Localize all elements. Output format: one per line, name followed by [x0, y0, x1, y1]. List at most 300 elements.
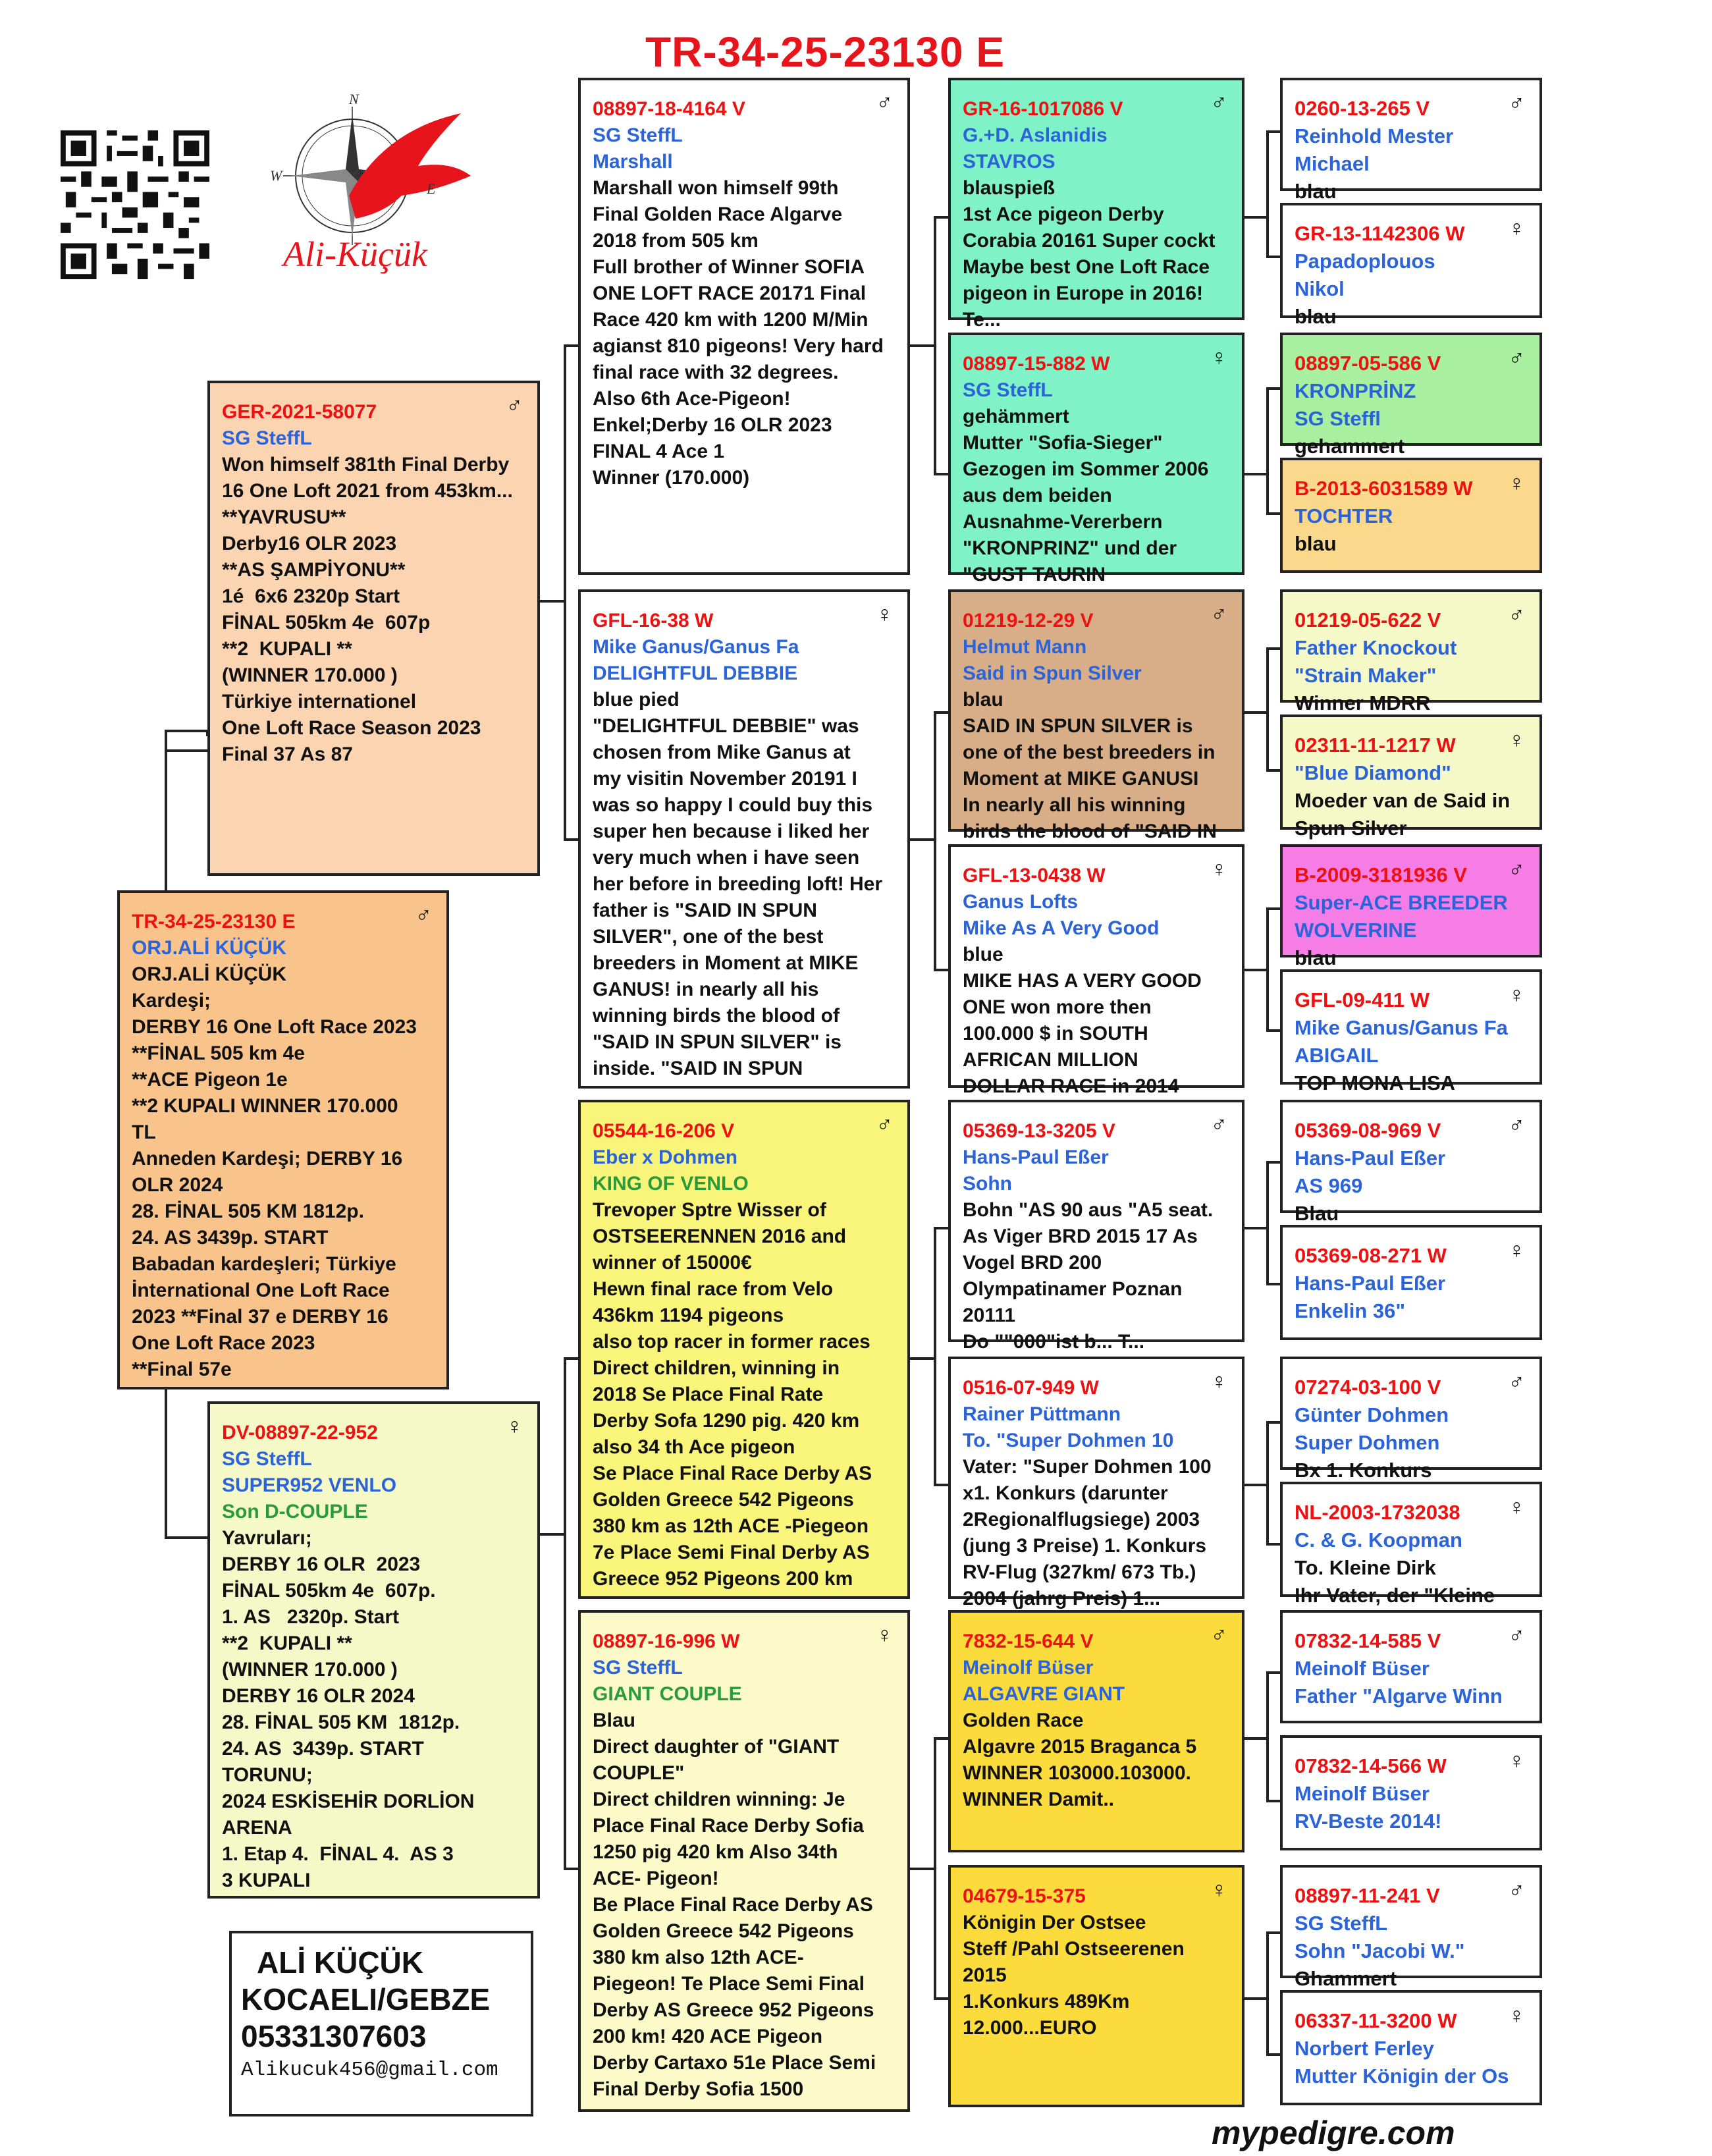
female-sex-icon: ♀ [1508, 216, 1525, 241]
detail-line: Ausnahme-Vererbern [963, 511, 1163, 533]
pigeon-name: AS 969 [1295, 1174, 1363, 1197]
owner-name: Super-ACE BREEDER [1295, 891, 1508, 914]
detail-line: GANUS! in nearly all his [593, 979, 819, 1000]
male-sex-icon: ♂ [1508, 603, 1525, 628]
owner-name: Hans-Paul Eßer [1295, 1272, 1446, 1295]
ring-number: 05369-08-969 V [1295, 1119, 1441, 1142]
detail-line: Türkiye internationel [222, 691, 417, 713]
detail-line: father is "SAID IN SPUN [593, 900, 817, 921]
ring-number: GR-16-1017086 V [963, 98, 1123, 120]
detail-line: OSTSEERENNEN 2016 and [593, 1226, 847, 1247]
detail-line: 2023 **Final 37 e DERBY 16 [132, 1306, 388, 1328]
pigeon-name: Said in Spun Silver [963, 662, 1142, 684]
detail-line: OLR 2024 [132, 1174, 223, 1196]
detail-line: blue [963, 944, 1003, 965]
ring-number: 05544-16-206 V [593, 1120, 735, 1142]
pedigree-box [948, 589, 1244, 842]
detail-line: blauspieß [963, 177, 1056, 199]
ring-number: TR-34-25-23130 E [132, 911, 296, 932]
male-sex-icon: ♂ [876, 1112, 893, 1137]
detail-line: WINNER Damit.. [963, 1789, 1115, 1810]
pedigree-box [1280, 458, 1542, 573]
detail-line: chosen from Mike Ganus at [593, 741, 851, 763]
detail-line: Hewn final race from Velo [593, 1278, 834, 1300]
pedigree-box [207, 381, 540, 876]
detail-line: SILVER", one of the best [593, 926, 824, 948]
owner-name: Meinolf Büser [1295, 1657, 1430, 1680]
pedigree-box [948, 1610, 1244, 1852]
detail-line: İnternational One Loft Race [132, 1280, 390, 1301]
detail-line: very much when i have seen [593, 847, 860, 869]
detail-line: Won himself 381th Final Derby [222, 454, 510, 475]
detail-line: her before in breeding loft! Her [593, 873, 883, 895]
male-sex-icon: ♂ [1508, 1623, 1525, 1648]
pigeon-name: Mutter Königin der Os [1295, 2064, 1509, 2088]
pedigree-box [1280, 1357, 1542, 1482]
pigeon-name: "Strain Maker" [1295, 664, 1437, 687]
detail-line: Do ""000"ist b... T... [963, 1331, 1145, 1353]
detail-line: Piegeon! Te Place Semi Final [593, 1973, 865, 1995]
owner-name: Reinhold Mester [1295, 124, 1454, 148]
ring-number: 07274-03-100 V [1295, 1376, 1441, 1399]
detail-line: Blau [593, 1710, 636, 1731]
detail-line: Ihr Vater, der "Kleine [1295, 1584, 1495, 1607]
detail-line: Blau [1295, 1202, 1339, 1225]
detail-line: SAID IN SPUN SILVER is [963, 715, 1193, 737]
detail-line: As Viger BRD 2015 17 As [963, 1226, 1198, 1247]
footer-site: mypedigre.com [1212, 2115, 1455, 2151]
logo-compass-w: W [270, 167, 282, 184]
detail-line: TORUNU; [222, 1764, 313, 1786]
owner-name: ORJ.ALİ KÜÇÜK [132, 937, 287, 959]
pigeon-name: Father "Algarve Winn [1295, 1684, 1503, 1708]
detail-line: Winner MDRR [1295, 691, 1431, 714]
owner-name: Helmut Mann [963, 636, 1087, 658]
owner-name: G.+D. Aslanidis [963, 124, 1108, 146]
detail-line: **ACE Pigeon 1e [132, 1069, 288, 1091]
detail-line: DERBY 16 OLR 2024 [222, 1685, 415, 1707]
detail-line: TOP MONA LISA [1295, 1071, 1456, 1094]
detail-line: ARENA [222, 1817, 292, 1839]
ring-number: NL-2003-1732038 [1295, 1501, 1460, 1524]
detail-line: 2Regionalflugsiege) 2003 [963, 1509, 1200, 1530]
ring-number: B-2009-3181936 V [1295, 863, 1467, 886]
detail-line: RV-Flug (327km/ 673 Tb.) [963, 1561, 1196, 1583]
contact-email: Alikucuk456@gmail.com [241, 2059, 498, 2082]
detail-line: pigeon in Europe in 2016! [963, 283, 1204, 304]
detail-line: One Loft Race Season 2023 [222, 717, 481, 739]
detail-line: "KRONPRINZ" und der [963, 537, 1177, 559]
detail-line: 1250 pig 420 km Also 34th [593, 1841, 838, 1863]
female-sex-icon: ♀ [1508, 1238, 1525, 1263]
detail-line: winner of 15000€ [593, 1252, 752, 1274]
detail-line: 3 KUPALI [222, 1870, 311, 1891]
logo-compass-e: E [427, 180, 436, 197]
detail-line: Derby AS Greece 952 Pigeons [593, 1999, 874, 2021]
detail-line: "DELIGHTFUL DEBBIE" was [593, 715, 859, 737]
detail-line: 16 One Loft 2021 from 453km... [222, 480, 513, 502]
detail-line: DERBY 16 OLR 2023 [222, 1553, 421, 1575]
owner-name: Papadoplouos [1295, 250, 1435, 273]
male-sex-icon: ♂ [1210, 1112, 1227, 1137]
pedigree-box [948, 78, 1244, 331]
detail-line: "SAID IN SPUN SILVER" is [593, 1031, 842, 1053]
detail-line: Olympatinamer Poznan [963, 1278, 1183, 1300]
detail-line: Direct daughter of "GIANT [593, 1736, 840, 1758]
detail-line: Se Place Final Race Derby AS [593, 1463, 872, 1484]
detail-line: Anneden Kardeşi; DERBY 16 [132, 1148, 403, 1170]
pedigree-box [1280, 1100, 1542, 1225]
detail-line: inside. "SAID IN SPUN [593, 1058, 803, 1079]
detail-line: blue pied [593, 689, 680, 711]
pigeon-name: Nikol [1295, 277, 1345, 300]
contact-name: ALİ KÜÇÜK [257, 1945, 423, 1980]
detail-line: 380 km as 12th ACE -Piegeon [593, 1515, 869, 1537]
detail-line: DERBY 16 One Loft Race 2023 [132, 1016, 417, 1038]
detail-line: blau [1295, 946, 1337, 969]
detail-line: blau [1295, 532, 1337, 555]
detail-line: Te... [963, 309, 1001, 331]
detail-line: Direct children winning: Je [593, 1789, 845, 1810]
detail-line: 2018 from 505 km [593, 230, 759, 252]
pedigree-box [1280, 203, 1542, 328]
owner-name: Hans-Paul Eßer [963, 1146, 1109, 1168]
detail-line: Derby16 OLR 2023 [222, 533, 397, 554]
detail-line: Ghammert [1295, 1967, 1397, 1990]
ring-number: 0516-07-949 W [963, 1377, 1099, 1399]
detail-line: (WINNER 170.000 ) [222, 664, 398, 686]
ring-number: 02311-11-1217 W [1295, 734, 1456, 757]
logo-brand-text: Ali-Küçük [283, 234, 427, 274]
detail-line: Trevoper Sptre Wisser of [593, 1199, 826, 1221]
pedigree-box [1280, 1482, 1542, 1607]
detail-line: also 34 th Ace pigeon [593, 1436, 795, 1458]
owner-name: KRONPRİNZ [1295, 379, 1416, 402]
detail-line: Place Final Race Derby Sofia [593, 1815, 864, 1837]
detail-line: Golden Greece 542 Pigeons [593, 1920, 854, 1942]
ring-number: 05369-13-3205 V [963, 1120, 1115, 1142]
owner-name: SG SteffL [222, 1448, 312, 1470]
detail-line: Golden Race [963, 1710, 1084, 1731]
pigeon-name: SG Steffl [1295, 407, 1381, 430]
owner-name: TOCHTER [1295, 504, 1393, 527]
detail-line: FİNAL 505km 4e 607p [222, 612, 431, 633]
detail-line: 2024 ESKİSEHİR DORLİON [222, 1791, 475, 1812]
detail-line: ONE LOFT RACE 20171 Final [593, 283, 867, 304]
detail-line: Algavre 2015 Braganca 5 [963, 1736, 1197, 1758]
detail-line: Spun Silver [1295, 817, 1407, 840]
detail-line: 1st Ace pigeon Derby [963, 203, 1164, 225]
detail-line: 7e Place Semi Final Derby AS [593, 1542, 870, 1563]
pigeon-name: DELIGHTFUL DEBBIE [593, 662, 798, 684]
detail-line: Derby Cartaxo 51e Place Semi [593, 2052, 876, 2074]
pigeon-name: WOLVERINE [1295, 919, 1417, 942]
owner-name: Günter Dohmen [1295, 1403, 1449, 1426]
female-sex-icon: ♀ [506, 1414, 523, 1439]
detail-line: Be Place Final Race Derby AS [593, 1894, 873, 1916]
detail-line: 24. AS 3439p. START [132, 1227, 329, 1249]
male-sex-icon: ♂ [506, 393, 523, 418]
male-sex-icon: ♂ [1508, 857, 1525, 882]
detail-line: 436km 1194 pigeons [593, 1305, 784, 1326]
detail-line: Also 6th Ace-Pigeon! [593, 388, 791, 410]
female-sex-icon: ♀ [1210, 1877, 1227, 1902]
owner-name: Hans-Paul Eßer [1295, 1146, 1446, 1170]
female-sex-icon: ♀ [1210, 857, 1227, 882]
detail-line: **YAVRUSU** [222, 506, 346, 528]
detail-line: Final 37 As 87 [222, 743, 353, 765]
owner-name: Ganus Lofts [963, 891, 1079, 913]
ring-number: GR-13-1142306 W [1295, 222, 1465, 245]
detail-line: Winner (170.000) [593, 467, 750, 489]
pigeon-name: Enkelin 36" [1295, 1299, 1406, 1322]
detail-line: blau [963, 689, 1003, 711]
detail-line: Final Derby Sofia 1500 [593, 2078, 804, 2100]
ring-number: 0260-13-265 V [1295, 97, 1430, 120]
detail-line: 200 km! 420 ACE Pigeon [593, 2026, 823, 2047]
ring-number: 08897-18-4164 V [593, 98, 745, 120]
owner-name: SG SteffL [963, 379, 1053, 401]
detail-line: Mutter "Sofia-Sieger" [963, 432, 1163, 454]
contact-city: KOCAELI/GEBZE [241, 1982, 491, 2016]
pedigree-box [1280, 1735, 1542, 1850]
detail-line: FINAL 4 Ace 1 [593, 441, 725, 462]
detail-line: Moment at MIKE GANUSI [963, 768, 1199, 790]
owner-name: Mike Ganus/Ganus Fa [1295, 1016, 1508, 1039]
female-sex-icon: ♀ [1508, 1495, 1525, 1520]
detail-line: Vater: "Super Dohmen 100 [963, 1456, 1212, 1478]
detail-line: (WINNER 170.000 ) [222, 1659, 398, 1681]
owner-name: Meinolf Büser [1295, 1782, 1430, 1805]
pedigree-box [578, 78, 910, 575]
detail-line: 2018 Se Place Final Rate [593, 1384, 824, 1405]
detail-line: **FİNAL 505 km 4e [132, 1042, 305, 1064]
detail-line: winning birds the blood of [593, 1005, 840, 1027]
pigeon-name: Michael [1295, 152, 1370, 175]
detail-line: breeders in Moment at MIKE [593, 952, 859, 974]
male-sex-icon: ♂ [1210, 90, 1227, 115]
pigeon-name: STAVROS [963, 151, 1056, 173]
detail-line: **AS ŞAMPİYONU** [222, 559, 406, 581]
male-sex-icon: ♂ [1210, 1623, 1227, 1648]
detail-line: Vogel BRD 200 [963, 1252, 1102, 1274]
female-sex-icon: ♀ [1210, 1369, 1227, 1394]
pedigree-box [1280, 844, 1542, 969]
detail-line: 20111 [963, 1305, 1016, 1326]
male-sex-icon: ♂ [1508, 91, 1525, 116]
male-sex-icon: ♂ [1508, 1113, 1525, 1138]
pigeon-name: ALGAVRE GIANT [963, 1683, 1125, 1705]
pedigree-box [948, 333, 1244, 585]
owner-name: Rainer Püttmann [963, 1403, 1121, 1425]
ring-number: 01219-12-29 V [963, 610, 1094, 632]
detail-line: Corabia 20161 Super cockt [963, 230, 1216, 252]
pedigree-title: TR-34-25-23130 E [645, 28, 1005, 76]
detail-line: Enkel;Derby 16 OLR 2023 [593, 414, 832, 436]
detail-line: 100.000 $ in SOUTH [963, 1023, 1148, 1044]
male-sex-icon: ♂ [1210, 602, 1227, 627]
owner-name: SG SteffL [222, 427, 312, 449]
detail-line: **2 KUPALI WINNER 170.000 [132, 1095, 398, 1117]
detail-line: Moeder van de Said in [1295, 789, 1511, 812]
contact-phone: 05331307603 [241, 2019, 427, 2053]
detail-line: ONE won more then [963, 996, 1152, 1018]
pedigree-box [1280, 1865, 1542, 1990]
detail-line: Kardeşi; [132, 990, 211, 1011]
detail-line: 2015 [963, 1964, 1007, 1986]
pedigree-box [1280, 714, 1542, 840]
female-sex-icon: ♀ [876, 602, 893, 627]
ring-number: GFL-16-38 W [593, 610, 714, 632]
detail-line: Direct children, winning in [593, 1357, 840, 1379]
detail-line: Königin Der Ostsee [963, 1912, 1146, 1933]
detail-line: **2 KUPALI ** [222, 638, 352, 660]
detail-line: AFRICAN MILLION [963, 1049, 1138, 1071]
pedigree-box [578, 1100, 910, 1599]
owner-name: SG SteffL [593, 1657, 683, 1679]
owner-name: SG SteffL [593, 124, 683, 146]
detail-line: Bohn "AS 90 aus "A5 seat. [963, 1199, 1214, 1221]
detail-line: Derby Sofa 1290 pig. 420 km [593, 1410, 860, 1432]
pigeon-name: GIANT COUPLE [593, 1683, 742, 1705]
detail-line: Full brother of Winner SOFIA [593, 256, 865, 278]
ring-number: 05369-08-271 W [1295, 1244, 1447, 1267]
owner-name: Meinolf Büser [963, 1657, 1094, 1679]
ring-number: 7832-15-644 V [963, 1630, 1094, 1652]
male-sex-icon: ♂ [415, 903, 432, 928]
pigeon-name: Sohn [963, 1173, 1012, 1195]
detail-line: Maybe best One Loft Race [963, 256, 1210, 278]
owner-name: Father Knockout [1295, 636, 1457, 659]
detail-line: Steff /Pahl Ostseerenen [963, 1938, 1185, 1960]
detail-line: final race with 32 degrees. [593, 362, 839, 383]
detail-line: Golden Greece 542 Pigeons [593, 1489, 854, 1511]
detail-line: Babadan kardeşleri; Türkiye [132, 1253, 396, 1275]
female-sex-icon: ♀ [876, 1623, 893, 1648]
detail-line: 1é 6x6 2320p Start [222, 585, 400, 607]
detail-line: COUPLE" [593, 1762, 685, 1784]
detail-line: 12.000...EURO [963, 2017, 1097, 2039]
male-sex-icon: ♂ [1508, 1370, 1525, 1395]
detail-line: (jung 3 Preise) 1. Konkurs [963, 1535, 1207, 1557]
pigeon-name: SUPER952 VENLO [222, 1474, 397, 1496]
pedigree-box [117, 890, 449, 1389]
female-sex-icon: ♀ [1508, 728, 1525, 753]
detail-line: Final Golden Race Algarve [593, 203, 842, 225]
pedigree-box [207, 1401, 540, 1899]
owner-name: C. & G. Koopman [1295, 1528, 1462, 1551]
ring-number: 04679-15-375 [963, 1885, 1086, 1907]
detail-line: blau [1295, 305, 1337, 328]
ring-number: DV-08897-22-952 [222, 1422, 378, 1443]
ring-number: 01219-05-622 V [1295, 608, 1441, 632]
owner-name: "Blue Diamond" [1295, 761, 1451, 784]
detail-line: 1. Etap 4. FİNAL 4. AS 3 [222, 1843, 454, 1865]
pedigree-box [1280, 969, 1542, 1094]
pedigree-box [1280, 1990, 1542, 2105]
female-sex-icon: ♀ [1508, 1748, 1525, 1773]
detail-line: DOLLAR RACE in 2014 [963, 1075, 1179, 1097]
detail-line: 380 km also 12th ACE- [593, 1947, 804, 1968]
pedigree-box [578, 589, 910, 1089]
pedigree-box [948, 844, 1244, 1097]
pigeon-subtitle: Son D-COUPLE [222, 1501, 368, 1523]
detail-line: Bx 1. Konkurs [1295, 1459, 1432, 1482]
ring-number: GFL-13-0438 W [963, 865, 1106, 886]
ring-number: 08897-05-586 V [1295, 352, 1441, 375]
pigeon-name: Mike As A Very Good [963, 917, 1160, 939]
pigeon-name: Sohn "Jacobi W." [1295, 1939, 1465, 1962]
ring-number: 06337-11-3200 W [1295, 2009, 1457, 2032]
detail-line: x1. Konkurs (darunter [963, 1482, 1168, 1504]
detail-line: "GUST TAURIN [963, 564, 1106, 585]
detail-line: WINNER 103000.103000. [963, 1762, 1191, 1784]
ring-number: 07832-14-585 V [1295, 1629, 1441, 1652]
detail-line: ORJ.ALİ KÜÇÜK [132, 963, 287, 985]
ring-number: 08897-11-241 V [1295, 1884, 1440, 1907]
detail-line: Marshall won himself 99th [593, 177, 839, 199]
pigeon-name: To. "Super Dohmen 10 [963, 1430, 1174, 1451]
detail-line: aus dem beiden [963, 485, 1112, 506]
contact-card [229, 1931, 533, 2116]
male-sex-icon: ♂ [1508, 346, 1525, 371]
owner-name: Norbert Ferley [1295, 2037, 1434, 2060]
detail-line: MIKE HAS A VERY GOOD [963, 970, 1202, 992]
ring-number: GER-2021-58077 [222, 401, 377, 423]
female-sex-icon: ♀ [1508, 2003, 1525, 2028]
detail-line: To. Kleine Dirk [1295, 1556, 1436, 1579]
detail-line: gehämmert [963, 406, 1069, 427]
pigeon-name: ABIGAIL [1295, 1044, 1379, 1067]
female-sex-icon: ♀ [1508, 471, 1525, 496]
detail-line: ACE- Pigeon! [593, 1868, 719, 1889]
male-sex-icon: ♂ [1508, 1878, 1525, 1903]
owner-name: Eber x Dohmen [593, 1146, 738, 1168]
pedigree-box [948, 1865, 1244, 2107]
detail-line: 28. FİNAL 505 KM 1812p. [222, 1711, 460, 1733]
detail-line: gehammert [1295, 435, 1405, 458]
pigeon-name: Marshall [593, 151, 673, 173]
detail-line: agianst 810 pigeons! Very hard [593, 335, 884, 357]
detail-line: Yavruları; [222, 1527, 312, 1549]
owner-name: Mike Ganus/Ganus Fa [593, 636, 799, 658]
detail-line: one of the best breeders in [963, 741, 1216, 763]
detail-line: 2004 (jahrg Preis) 1... [963, 1588, 1161, 1609]
ring-number: GFL-09-411 W [1295, 988, 1430, 1011]
female-sex-icon: ♀ [1210, 345, 1227, 370]
detail-line: also top racer in former races [593, 1331, 870, 1353]
owner-name: SG SteffL [1295, 1912, 1388, 1935]
male-sex-icon: ♂ [876, 90, 893, 115]
pedigree-box [948, 1100, 1244, 1353]
detail-line: One Loft Race 2023 [132, 1332, 315, 1354]
detail-line: 28. FİNAL 505 KM 1812p. [132, 1200, 364, 1222]
pedigree-box [948, 1357, 1244, 1609]
detail-line: **Final 57e [132, 1359, 232, 1380]
detail-line: birds the blood of "SAID IN [963, 821, 1217, 842]
detail-line: was so happy I could buy this [593, 794, 873, 816]
pigeon-name: Super Dohmen [1295, 1431, 1440, 1454]
detail-line: FİNAL 505km 4e 607p. [222, 1580, 436, 1602]
female-sex-icon: ♀ [1508, 983, 1525, 1008]
detail-line: In nearly all his winning [963, 794, 1186, 816]
logo-compass-n: N [349, 91, 359, 107]
detail-line: my visitin November 20191 I [593, 768, 857, 790]
detail-line: 1.Konkurs 489Km [963, 1991, 1130, 2012]
pedigree-box [1280, 78, 1542, 203]
pigeon-name: RV-Beste 2014! [1295, 1810, 1442, 1833]
detail-line: 24. AS 3439p. START [222, 1738, 424, 1760]
